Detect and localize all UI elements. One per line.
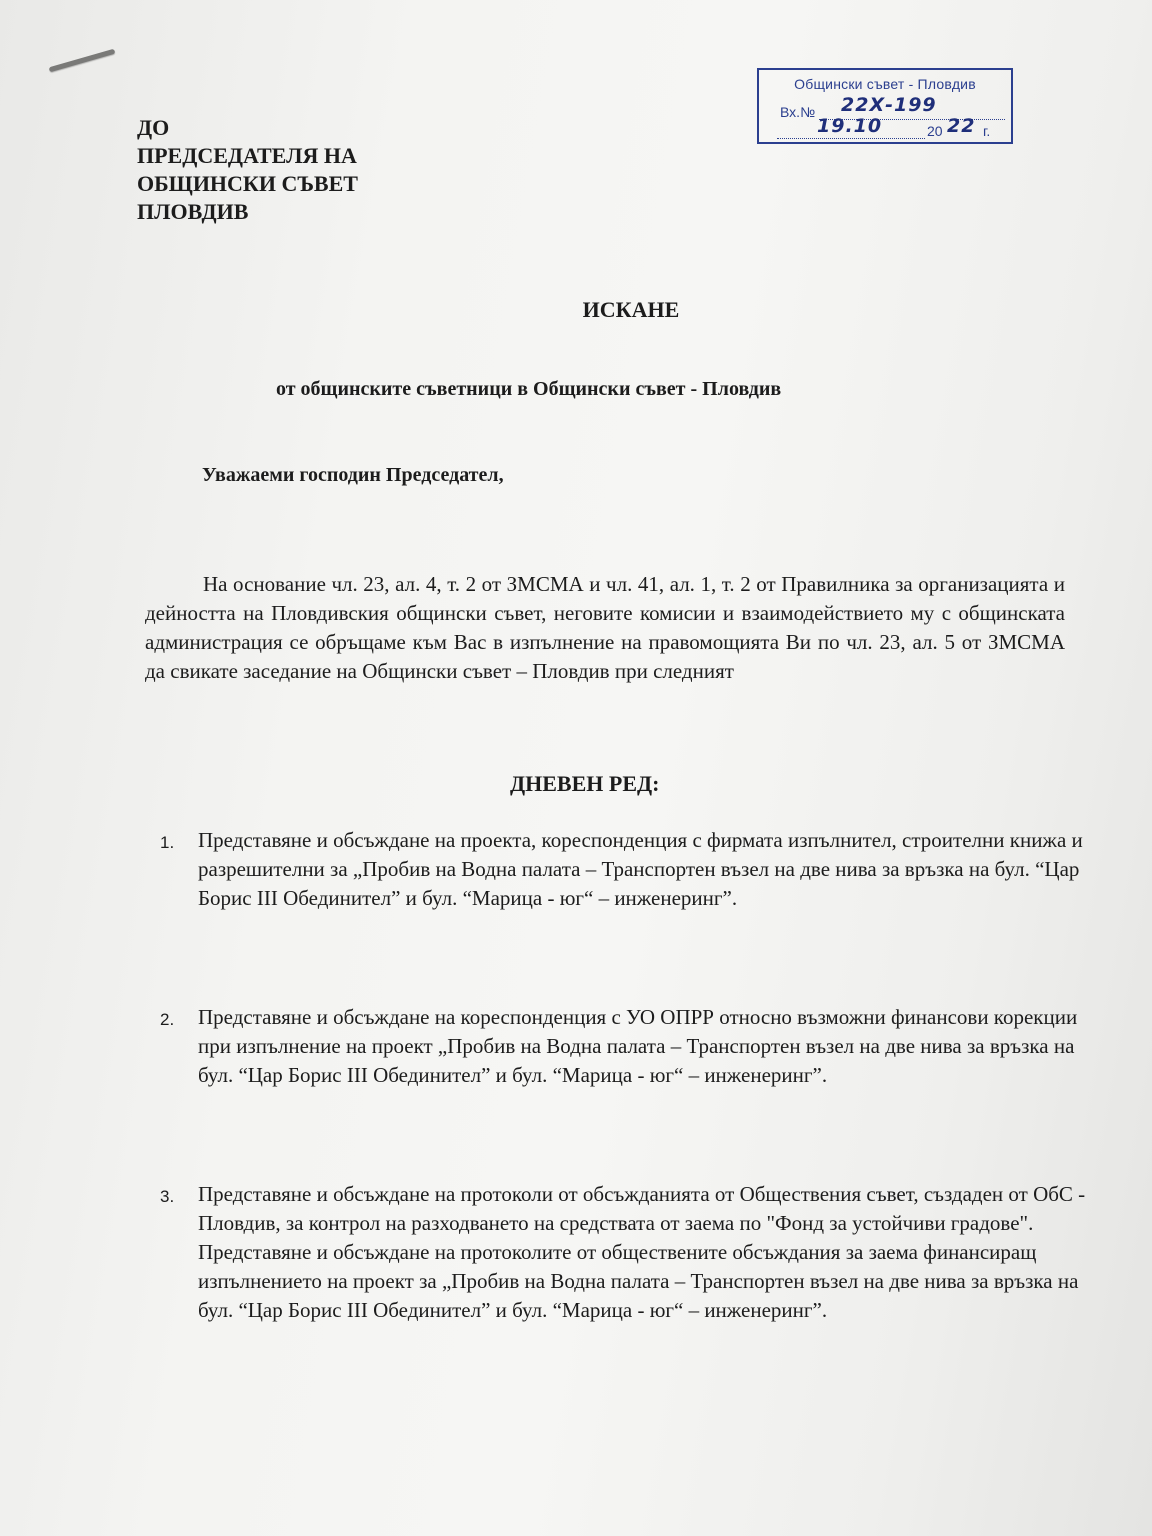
addressee-line: ДО xyxy=(137,115,170,140)
agenda-item-text: Представяне и обсъждане на протоколи от обсъжданията от Обществения съвет, създаден от ОбС - Пловдив, за контрол на разходването на средствата от заема по "Фонд за устойчиви градове". Представяне и обсъждане на протоколите от обществените обсъждания за заема финансиращ изпълнението на проект за „Пробив на Водна палата – Транспортен възел на две нива за връзка на бул. “Цар Борис III Обединител” и бул. “Марица - юг“ – инженеринг”. xyxy=(198,1182,1086,1322)
agenda-item-text: Представяне и обсъждане на кореспонденция с УО ОПРР относно възможни финансови корекции при изпълнение на проект „Пробив на Водна палата – Транспортен възел на две нива за връзка на бул. “Цар Борис III Обединител” и бул. “Марица - юг“ – инженеринг”. xyxy=(198,1005,1078,1087)
stamp-year-abbr: г. xyxy=(983,123,991,139)
agenda-title: ДНЕВЕН РЕД: xyxy=(510,771,660,796)
stamp-title: Общински съвет - Пловдив xyxy=(794,76,976,92)
stamp-year-prefix: 20 xyxy=(927,123,943,139)
addressee-line: ОБЩИНСКИ СЪВЕТ xyxy=(137,171,358,196)
agenda-item xyxy=(160,1180,1088,1325)
registry-stamp xyxy=(757,68,1013,144)
agenda-item-number: 2. xyxy=(160,1010,175,1029)
stamp-year-suffix: 22 xyxy=(947,115,976,137)
addressee-line: ПРЕДСЕДАТЕЛЯ НА xyxy=(137,143,357,168)
stamp-date-row xyxy=(777,115,1007,142)
stamp-entry-label: Вх.№ xyxy=(780,104,816,120)
greeting: Уважаеми господин Председател, xyxy=(202,464,504,486)
addressee-block xyxy=(137,114,358,226)
agenda-item-text: Представяне и обсъждане на проекта, кореспонденция с фирмата изпълнител, строителни книжа и разрешителни за „Пробив на Водна палата – Транспортен възел на две нива за връзка на бул. “Цар Борис III Обединител” и бул. “Марица - юг“ – инженеринг”. xyxy=(198,828,1083,910)
stamp-dotted-line xyxy=(777,138,925,139)
agenda-item-number: 1. xyxy=(160,833,175,852)
agenda-item-number: 3. xyxy=(160,1187,175,1206)
staple xyxy=(49,49,116,73)
document-subtitle: от общинските съветници в Общински съвет - Пловдив xyxy=(276,378,782,400)
body-paragraph: На основание чл. 23, ал. 4, т. 2 от ЗМСМА и чл. 41, ал. 1, т. 2 от Правилника за организацията и дейността на Пловдивския общински съвет, неговите комисии и взаимодействието му с общинската администрация се обръщаме към Вас в изпълнение на правомощията Ви по чл. 23, ал. 5 от ЗМСМА да свикате заседание на Общински съвет – Пловдив при следният xyxy=(145,572,1065,683)
agenda-item xyxy=(160,1003,1088,1090)
stamp-date: 19.10 xyxy=(817,115,883,137)
document-title: ИСКАНЕ xyxy=(582,297,680,322)
stamp-entry-number: 22Х-199 xyxy=(841,94,937,116)
agenda-item xyxy=(160,826,1088,913)
addressee-line: ПЛОВДИВ xyxy=(137,199,249,224)
